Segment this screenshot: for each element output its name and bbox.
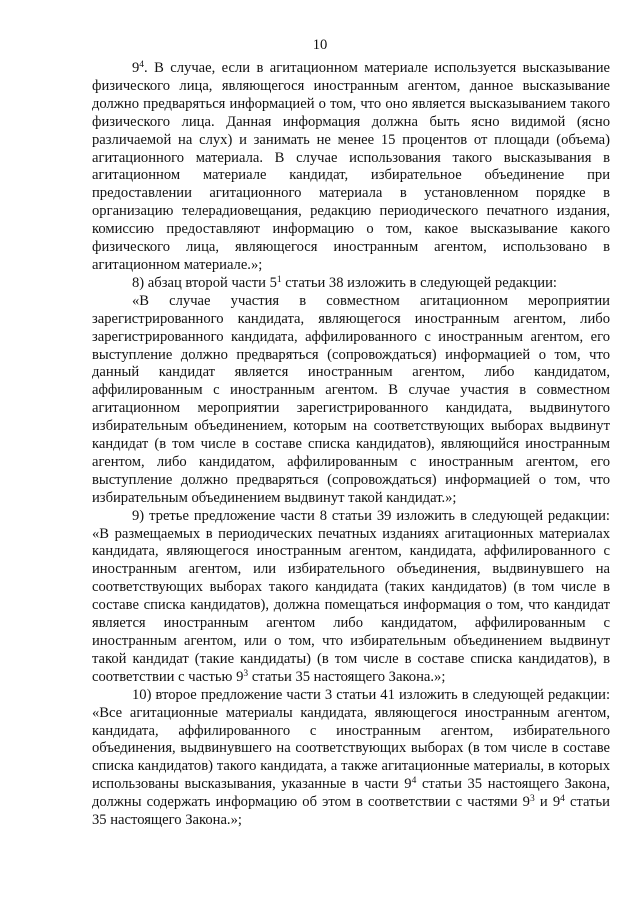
document-body — [92, 60, 610, 830]
superscript: 3 — [529, 794, 535, 805]
paragraph-text: статьи 35 настоящего Закона, должны содержать информацию об этом в соответствии с частями 9 — [92, 776, 610, 811]
paragraph-item-8-quote — [92, 293, 610, 508]
paragraph-text: 10) второе предложение части 3 статьи 41 изложить в следующей редакции: «Все агитационные материалы кандидата, являющегося иностранным агентом, кандидата, аффилированного с иностранным агентом, избирательного объединения, выдвинувшего на соответствующих выборах (в том числе в составе списка кандидатов) такого кандидата, а также агитационные материалы, в которых использованы высказывания, указанные в части 9 — [92, 686, 610, 793]
superscript: 4 — [139, 60, 145, 70]
paragraph-text: 9 — [132, 60, 140, 76]
superscript: 1 — [276, 274, 282, 285]
paragraph-text: статьи 35 настоящего Закона.»; — [248, 668, 446, 685]
paragraph-item-9 — [92, 508, 610, 687]
paragraph-item-8 — [92, 275, 610, 293]
superscript: 3 — [243, 668, 249, 679]
paragraph-text: и 9 — [534, 794, 561, 811]
superscript: 4 — [411, 776, 417, 787]
superscript: 4 — [560, 794, 565, 805]
paragraph-text: . В случае, если в агитационном материале используется высказывание физического лица, являющегося иностранным агентом, данное высказывание должно предваряться информацией о том, что оно является высказыванием такого физического лица. Данная информация должна быть ясно видимой (ясно различаемой на слух) и занимать не менее 15 процентов от площади (объема) агитационного материала. В случае использования такого высказывания в агитационном материале кандидат, избирательное объединение при предоставлении агитационного материала в установленном порядке в организацию телерадиовещания, редакцию периодического печатного издания, комиссию предоставляют информацию о том, какое высказывание какого физического лица, являющегося иностранным агентом, использовано в агитационном материале.»; — [92, 60, 610, 273]
page-number: 10 — [312, 37, 328, 53]
paragraph-text: 9) третье предложение части 8 статьи 39 изложить в следующей редакции: «В размещаемых в периодических печатных изданиях агитационных материалах кандидата, являющегося иностранным агентом, кандидата, аффилированного с иностранным агентом, или избирательного объединения, выдвинувшего на соответствующих выборах такого кандидата (таких кандидатов) (в том числе в составе списка кандидатов), должна помещаться информация о том, что кандидат является иностранным агентом либо кандидатом, аффилированным с иностранным агентом, или о том, что избирательным объединением выдвинут такой кандидат (такие кандидаты) (в том числе в составе списка кандидатов), в соответствии с частью 9 — [92, 507, 610, 685]
paragraph-text: «В случае участия в совместном агитационном мероприятии зарегистрированного кандидата, являющегося иностранным агентом, либо зарегистрированного кандидата, аффилированного с иностранным агентом, его выступление должно предваряться (сопровождаться) информацией о том, что данный кандидат является иностранным агентом, либо кандидатом, аффилированным с иностранным агентом. В случае участия в совместном агитационном мероприятии зарегистрированного кандидата, выдвинутого избирательным объединением, которым на соответствующих выборах выдвинут кандидат (в том числе в составе списка кандидатов), являющийся иностранным агентом, либо кандидатом, аффилированным с иностранным агентом, его выступление должно предваряться (сопровождаться) информацией о том, что избирательным объединением выдвинут такой кандидат.»; — [92, 292, 610, 506]
paragraph-text: статьи 35 настоящего Закона.»; — [92, 794, 610, 829]
paragraph-text: 8) абзац второй части 5 — [132, 274, 277, 291]
paragraph-item-10 — [92, 687, 610, 830]
paragraph-text: статьи 38 изложить в следующей редакции: — [281, 274, 557, 291]
paragraph-9-4 — [92, 60, 610, 275]
